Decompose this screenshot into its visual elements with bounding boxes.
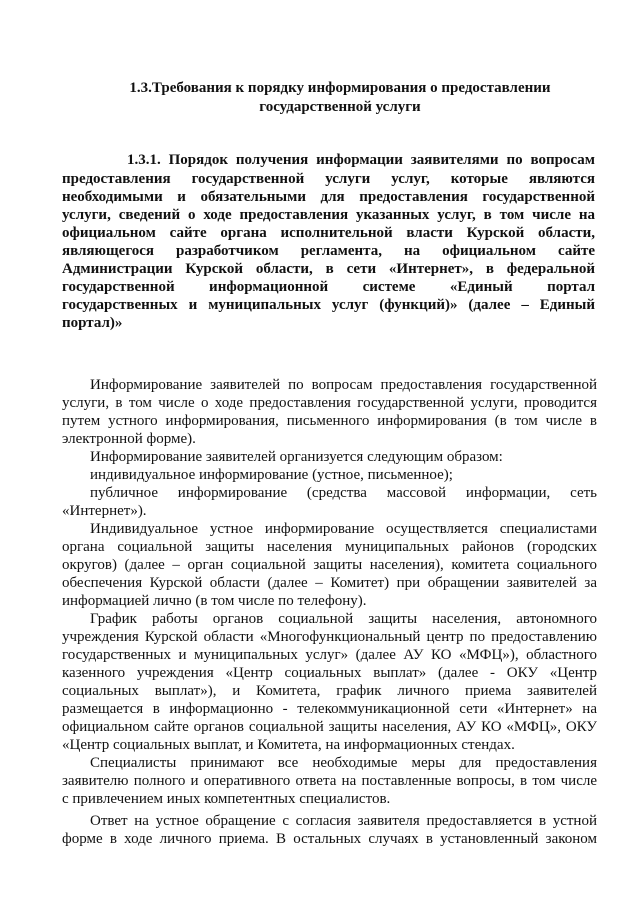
body-text-line: официальном сайте органов социальной защиты населения, АУ КО «МФЦ», ОКУ bbox=[62, 719, 597, 735]
body-text-line: путем устного информирования, письменного информирования (в том числе в bbox=[62, 413, 597, 429]
body-text-line: с привлечением иных компетентных специалистов. bbox=[62, 791, 391, 807]
section-heading-line: услуги, сведений о ходе предоставления указанных услуг, в том числе на bbox=[62, 207, 595, 223]
body-text-line: Индивидуальное устное информирование осуществляется специалистами bbox=[90, 521, 597, 537]
body-text-line: «Интернет»). bbox=[62, 503, 147, 519]
section-heading-line: портал)» bbox=[62, 315, 123, 331]
body-text-line: Специалисты принимают все необходимые меры для предоставления bbox=[90, 755, 597, 771]
body-text-line: социальных выплат»), и Комитета, график личного приема заявителей bbox=[62, 683, 597, 699]
document-title-line-2: государственной услуги bbox=[259, 99, 421, 115]
body-text-line: казенного учреждения «Центр социальных выплат» (далее - ОКУ «Центр bbox=[62, 665, 597, 681]
section-heading-line: необходимыми и обязательными для предоставления государственной bbox=[62, 189, 595, 205]
body-text-line: округов) (далее – орган социальной защиты населения), комитета социального bbox=[62, 557, 597, 573]
body-text-line: обеспечения Курской области (далее – Комитет) при обращении заявителей за bbox=[62, 575, 597, 591]
section-heading-line: государственных и муниципальных услуг (функций)» (далее – Единый bbox=[62, 297, 595, 313]
body-text-line: заявителю полного и оперативного ответа на поставленные вопросы, в том числе bbox=[62, 773, 597, 789]
body-text-line: электронной форме). bbox=[62, 431, 196, 447]
body-text-line: График работы органов социальной защиты населения, автономного bbox=[90, 611, 597, 627]
body-text-line: размещается в информационно - телекоммуникационной сети «Интернет» на bbox=[62, 701, 597, 717]
body-text-line: услуги, в том числе о ходе предоставления государственной услуги, проводится bbox=[62, 395, 597, 411]
body-text-line: индивидуальное информирование (устное, письменное); bbox=[90, 467, 453, 483]
body-text-line: государственных и муниципальных услуг» (далее АУ КО «МФЦ»), областного bbox=[62, 647, 597, 663]
body-text-line: Информирование заявителей организуется следующим образом: bbox=[90, 449, 503, 465]
section-heading-line: предоставления государственной услуги услуг, которые являются bbox=[62, 171, 595, 187]
body-text-line: Информирование заявителей по вопросам предоставления государственной bbox=[90, 377, 597, 393]
body-text-line: органа социальной защиты населения муниципальных районов (городских bbox=[62, 539, 597, 555]
body-text-line: учреждения Курской области «Многофункциональный центр по предоставлению bbox=[62, 629, 597, 645]
section-heading-line: Администрации Курской области, в сети «Интернет», в федеральной bbox=[62, 261, 595, 277]
body-text-line: Ответ на устное обращение с согласия заявителя предоставляется в устной bbox=[90, 813, 597, 829]
document-title-line-1: 1.3.Требования к порядку информирования о предоставлении bbox=[129, 80, 551, 96]
section-heading-line: государственной информационной системе «Единый портал bbox=[62, 279, 595, 295]
section-heading-line: официальном сайте органа исполнительной власти Курской области, bbox=[62, 225, 595, 241]
section-heading-line: 1.3.1. Порядок получения информации заявителями по вопросам bbox=[127, 152, 595, 168]
body-text-line: «Центр социальных выплат, и Комитета, на информационных стендах. bbox=[62, 737, 515, 753]
body-text-line: информацией лично (в том числе по телефону). bbox=[62, 593, 367, 609]
body-text-line: публичное информирование (средства массовой информации, сеть bbox=[90, 485, 597, 501]
section-heading-line: являющегося разработчиком регламента, на официальном сайте bbox=[62, 243, 595, 259]
body-text-line: форме в ходе личного приема. В остальных случаях в установленный законом bbox=[62, 831, 597, 847]
